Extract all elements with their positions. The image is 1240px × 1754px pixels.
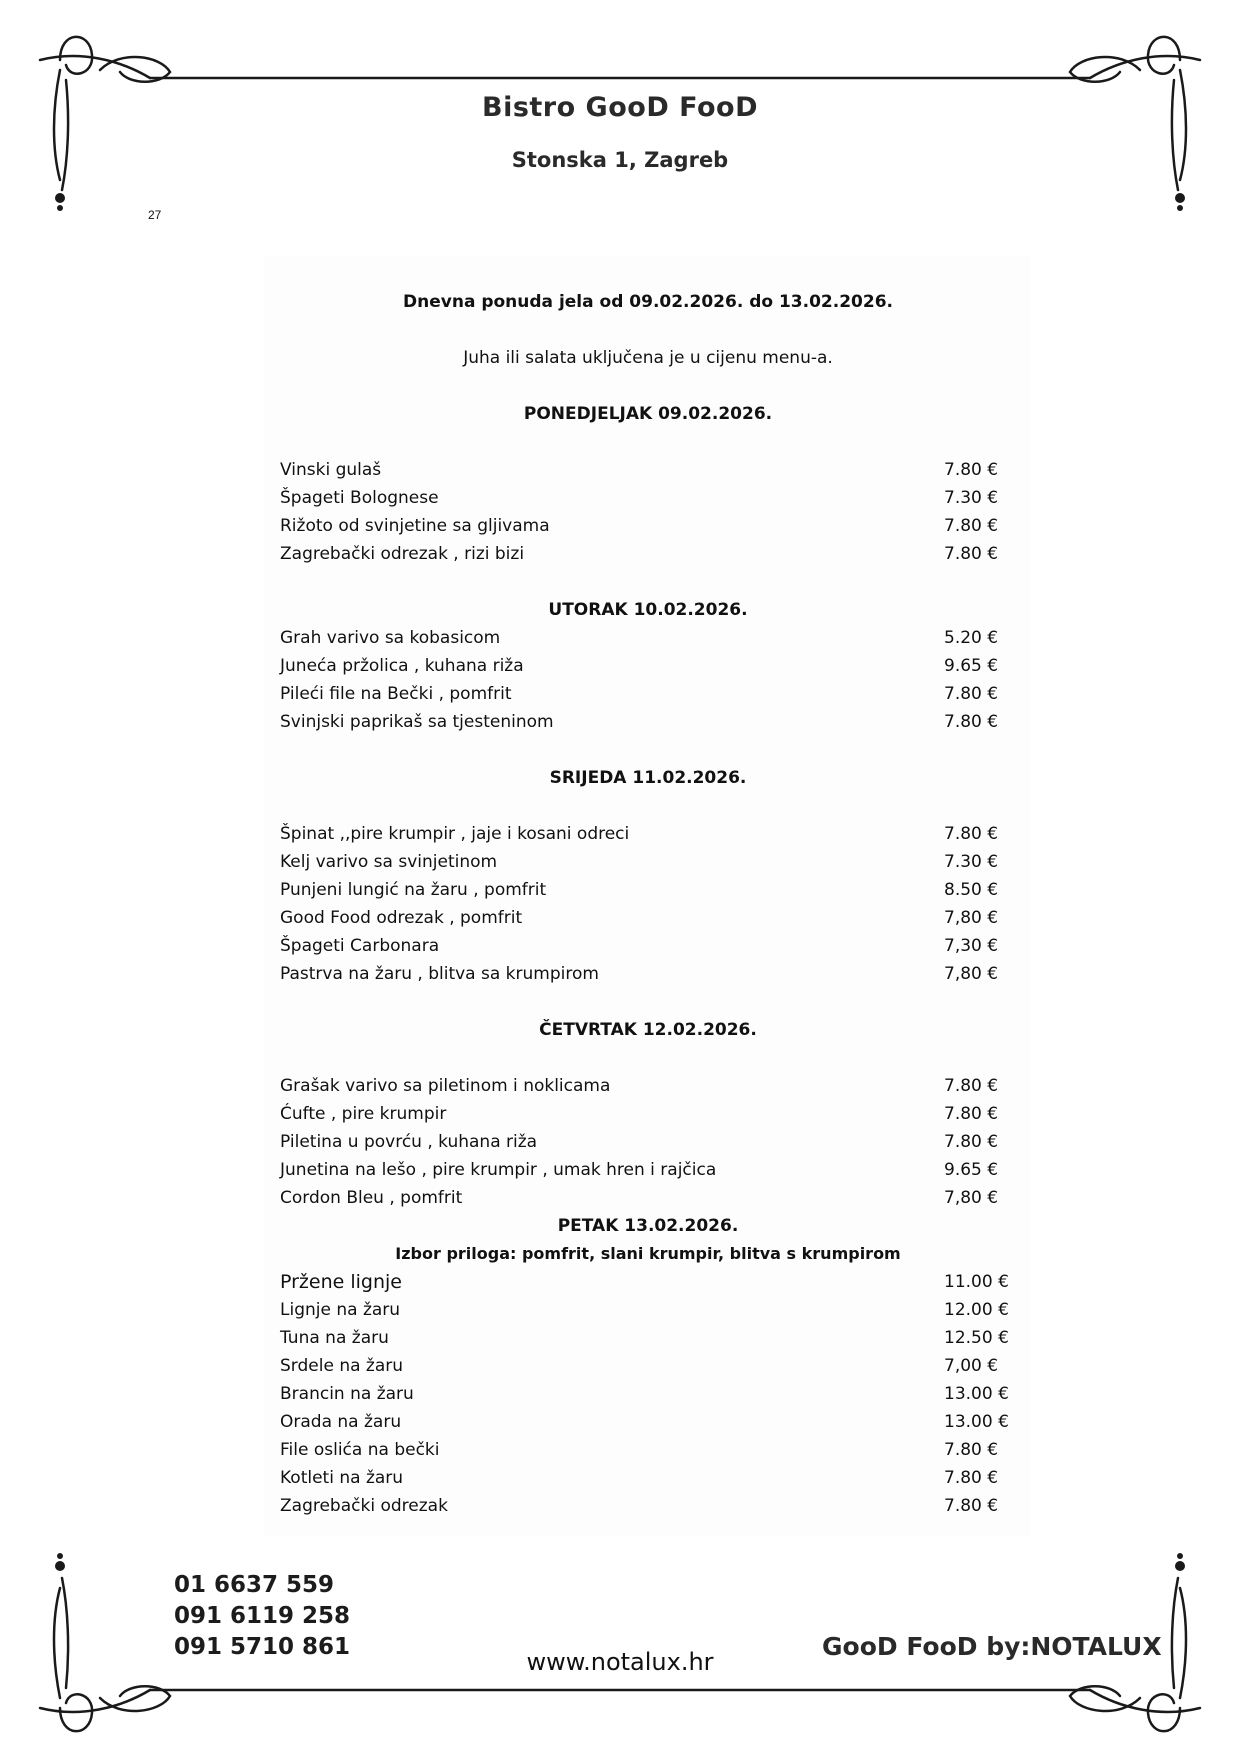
menu-item xyxy=(280,1408,1016,1436)
item-price: 7.80 € xyxy=(944,460,999,480)
item-name: Špageti Bolognese xyxy=(280,488,439,508)
menu-heading: Dnevna ponuda jela od 09.02.2026. do 13.02.2026. xyxy=(403,292,893,312)
item-price: 7,80 € xyxy=(944,1188,999,1208)
menu-item xyxy=(280,1492,1016,1520)
item-price: 8.50 € xyxy=(944,880,999,900)
item-name: Brancin na žaru xyxy=(280,1384,414,1404)
item-name: Vinski gulaš xyxy=(280,460,382,480)
item-price: 7.80 € xyxy=(944,1468,999,1488)
item-name: Špageti Carbonara xyxy=(280,936,440,956)
item-price: 7,30 € xyxy=(944,936,999,956)
menu-item xyxy=(280,1436,1016,1464)
item-name: Ćufte , pire krumpir xyxy=(280,1104,447,1124)
item-name: Kelj varivo sa svinjetinom xyxy=(280,852,498,872)
menu-item xyxy=(280,848,1016,876)
item-name: File oslića na bečki xyxy=(280,1440,440,1460)
item-price: 7.80 € xyxy=(944,544,999,564)
item-name: Špinat ,,pire krumpir , jaje i kosani odreci xyxy=(280,824,630,844)
item-name: Grah varivo sa kobasicom xyxy=(280,628,501,648)
menu-item xyxy=(280,820,1016,848)
item-price: 7.30 € xyxy=(944,488,999,508)
item-name: Punjeni lungić na žaru , pomfrit xyxy=(280,880,547,900)
item-price: 7.80 € xyxy=(944,516,999,536)
item-price: 12.50 € xyxy=(944,1328,1009,1348)
phone-number[interactable]: 091 5710 861 xyxy=(174,1634,351,1660)
item-price: 7.80 € xyxy=(944,712,999,732)
menu-item xyxy=(280,1380,1016,1408)
item-price: 13.00 € xyxy=(944,1384,1009,1404)
item-name: Rižoto od svinjetine sa gljivama xyxy=(280,516,550,536)
item-name: Zagrebački odrezak xyxy=(280,1496,448,1516)
item-price: 7,00 € xyxy=(944,1356,999,1376)
item-name: Juneća pržolica , kuhana riža xyxy=(280,656,524,676)
item-price: 11.00 € xyxy=(944,1272,1009,1292)
item-name: Pržene lignje xyxy=(280,1271,402,1293)
phone-number[interactable]: 01 6637 559 xyxy=(174,1572,335,1598)
menu-item xyxy=(280,652,1016,680)
item-price: 7,80 € xyxy=(944,908,999,928)
item-name: Pastrva na žaru , blitva sa krumpirom xyxy=(280,964,599,984)
menu-item xyxy=(280,1324,1016,1352)
menu-item xyxy=(280,624,1016,652)
item-price: 7.80 € xyxy=(944,1132,999,1152)
menu-item xyxy=(280,932,1016,960)
menu-item xyxy=(280,1156,1016,1184)
item-price: 7.80 € xyxy=(944,1104,999,1124)
menu-item xyxy=(280,876,1016,904)
item-name: Cordon Bleu , pomfrit xyxy=(280,1188,463,1208)
menu-item xyxy=(280,456,1016,484)
item-name: Junetina na lešo , pire krumpir , umak hren i rajčica xyxy=(280,1160,717,1180)
item-price: 9.65 € xyxy=(944,656,999,676)
item-name: Srdele na žaru xyxy=(280,1356,404,1376)
item-name: Svinjski paprikaš sa tjesteninom xyxy=(280,712,554,732)
item-name: Pileći file na Bečki , pomfrit xyxy=(280,684,512,704)
day-title-wednesday: SRIJEDA 11.02.2026. xyxy=(549,768,747,788)
item-name: Piletina u povrću , kuhana riža xyxy=(280,1132,538,1152)
item-name: Grašak varivo sa piletinom i noklicama xyxy=(280,1076,611,1096)
item-name: Orada na žaru xyxy=(280,1412,402,1432)
item-price: 7.80 € xyxy=(944,684,999,704)
menu-item xyxy=(280,1072,1016,1100)
phone-number[interactable]: 091 6119 258 xyxy=(174,1603,351,1629)
item-price: 12.00 € xyxy=(944,1300,1009,1320)
website-link[interactable]: www.notalux.hr xyxy=(526,1648,714,1676)
item-price: 5.20 € xyxy=(944,628,999,648)
menu-item xyxy=(280,960,1016,988)
item-name: Zagrebački odrezak , rizi bizi xyxy=(280,544,525,564)
item-price: 13.00 € xyxy=(944,1412,1009,1432)
item-price: 7.80 € xyxy=(944,1496,999,1516)
brand-signature: GooD FooD by:NOTALUX xyxy=(822,1632,1162,1661)
menu-item xyxy=(280,680,1016,708)
menu-item xyxy=(280,1100,1016,1128)
item-price: 7.80 € xyxy=(944,1440,999,1460)
restaurant-address: Stonska 1, Zagreb xyxy=(511,148,729,172)
menu-item xyxy=(280,540,1016,568)
day-title-thursday: ČETVRTAK 12.02.2026. xyxy=(539,1020,757,1040)
day-title-friday: PETAK 13.02.2026. xyxy=(557,1216,739,1236)
menu-item xyxy=(280,1184,1016,1212)
menu-item xyxy=(280,1352,1016,1380)
menu-item xyxy=(280,1296,1016,1324)
menu-note: Juha ili salata uključena je u cijenu menu-a. xyxy=(463,348,833,368)
page-number: 27 xyxy=(148,208,162,222)
day-title-tuesday: UTORAK 10.02.2026. xyxy=(548,600,748,620)
side-dish-choice: Izbor priloga: pomfrit, slani krumpir, blitva s krumpirom xyxy=(395,1244,901,1263)
item-price: 7.30 € xyxy=(944,852,999,872)
item-price: 9.65 € xyxy=(944,1160,999,1180)
daily-menu xyxy=(280,288,1016,1520)
menu-item xyxy=(280,512,1016,540)
menu-item xyxy=(280,1268,1016,1296)
menu-item xyxy=(280,904,1016,932)
menu-item xyxy=(280,708,1016,736)
menu-item xyxy=(280,484,1016,512)
menu-item xyxy=(280,1128,1016,1156)
item-name: Lignje na žaru xyxy=(280,1300,401,1320)
restaurant-title: Bistro GooD FooD xyxy=(481,92,758,123)
day-title-monday: PONEDJELJAK 09.02.2026. xyxy=(523,404,773,424)
item-name: Kotleti na žaru xyxy=(280,1468,404,1488)
item-name: Tuna na žaru xyxy=(280,1328,389,1348)
item-price: 7.80 € xyxy=(944,824,999,844)
menu-item xyxy=(280,1464,1016,1492)
item-price: 7.80 € xyxy=(944,1076,999,1096)
item-name: Good Food odrezak , pomfrit xyxy=(280,908,523,928)
item-price: 7,80 € xyxy=(944,964,999,984)
